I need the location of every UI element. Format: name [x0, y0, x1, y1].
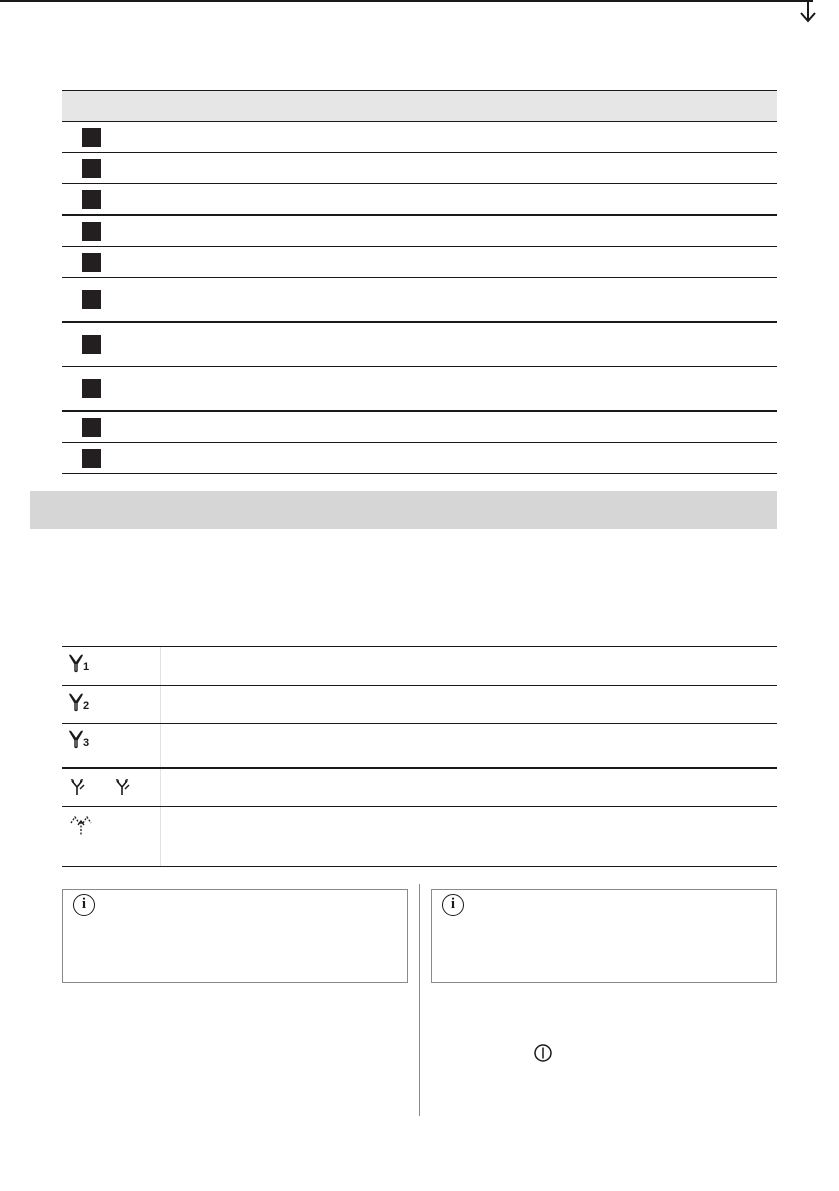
info-icon: i [73, 894, 95, 916]
fan-level-label: 3 [83, 737, 90, 749]
key-table [62, 90, 777, 474]
table-row [62, 769, 777, 807]
table-row [62, 367, 777, 412]
table-row [62, 153, 777, 184]
fan-level-label: 1 [83, 661, 90, 673]
key-marker [82, 335, 101, 354]
key-marker [82, 128, 101, 147]
table-row [62, 216, 777, 247]
table-row [62, 278, 777, 323]
arrow-down-icon [798, 0, 818, 24]
fan-speed-2-icon [68, 692, 90, 712]
column-divider [160, 686, 161, 723]
table-row [62, 686, 777, 724]
key-marker [82, 418, 101, 437]
column-divider [160, 769, 161, 806]
info-note-box [62, 889, 408, 983]
table-row [62, 724, 777, 769]
info-note-box [431, 889, 777, 983]
key-marker [82, 222, 101, 241]
section-heading-band [30, 491, 777, 529]
column-divider [160, 724, 161, 767]
table-row [62, 412, 777, 443]
table-row [62, 323, 777, 367]
fan-speed-3-icon [68, 729, 90, 749]
key-marker [82, 190, 101, 209]
power-icon [533, 1043, 553, 1063]
fan-boost-icon [68, 777, 148, 799]
fan-speed-1-icon [68, 653, 90, 673]
table-row [62, 247, 777, 278]
key-marker [82, 449, 101, 468]
fan-level-label: 2 [83, 700, 90, 712]
column-divider [160, 647, 161, 685]
fan-speed-table [62, 646, 777, 867]
info-icon: i [442, 894, 464, 916]
table-row [62, 443, 777, 474]
table-row [62, 647, 777, 686]
breeze-icon [68, 813, 94, 837]
key-marker [82, 290, 101, 309]
column-divider [419, 884, 420, 1116]
table-row [62, 122, 777, 153]
key-marker [82, 159, 101, 178]
top-rule [0, 0, 813, 2]
table-row [62, 807, 777, 867]
key-marker [82, 379, 101, 398]
key-table-header [62, 90, 777, 122]
key-marker [82, 253, 101, 272]
column-divider [160, 807, 161, 866]
table-row [62, 184, 777, 216]
